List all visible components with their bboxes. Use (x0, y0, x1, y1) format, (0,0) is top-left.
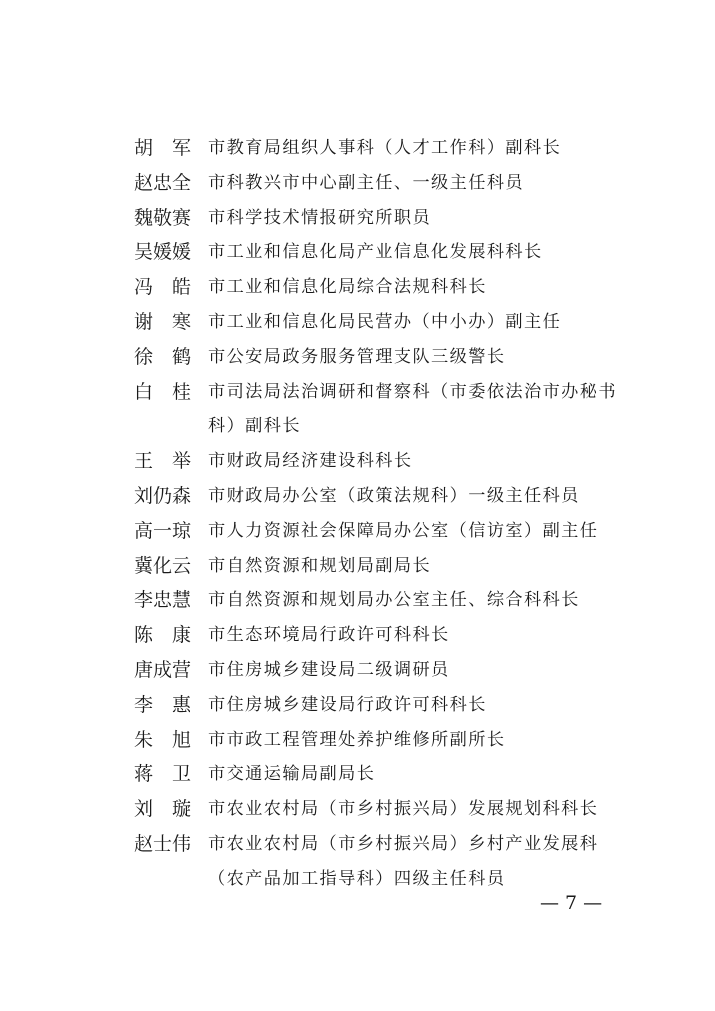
person-name: 王 举 (134, 450, 192, 473)
position-title (208, 583, 634, 618)
person-name: 李 惠 (134, 693, 192, 716)
position-title-line: 市生态环境局行政许可科科长 (208, 625, 450, 646)
position-title (208, 688, 634, 723)
position-title-line: 市自然资源和规划局办公室主任、综合科科长 (208, 590, 580, 611)
person-name: 蒋 卫 (134, 763, 192, 786)
position-title (208, 270, 634, 305)
position-title-line: 市科学技术情报研究所职员 (208, 207, 432, 228)
position-title-line: 市工业和信息化局综合法规科科长 (208, 277, 487, 298)
list-item (134, 583, 634, 618)
position-title (208, 131, 634, 166)
person-name: 谢 寒 (134, 310, 192, 333)
position-title-line: 市科教兴市中心副主任、一级主任科员 (208, 172, 524, 193)
position-title (208, 235, 634, 270)
list-item (134, 479, 634, 514)
position-title-line: 市市政工程管理处养护维修所副所长 (208, 729, 506, 750)
person-name: 赵忠全 (134, 171, 192, 194)
position-title-line: 市财政局办公室（政策法规科）一级主任科员 (208, 485, 580, 506)
list-item (134, 827, 634, 897)
position-title-line: 市公安局政务服务管理支队三级警长 (208, 346, 506, 367)
person-name: 刘仍森 (134, 484, 192, 507)
person-name: 徐 鹤 (134, 345, 192, 368)
list-item (134, 270, 634, 305)
person-name: 朱 旭 (134, 728, 192, 751)
position-title (208, 375, 634, 445)
position-title (208, 792, 634, 827)
person-name: 冀化云 (134, 554, 192, 577)
position-title-line: 市农业农村局（市乡村振兴局）发展规划科科长 (208, 799, 599, 820)
position-title-line: 市财政局经济建设科科长 (208, 451, 413, 472)
person-name: 赵士伟 (134, 832, 192, 855)
position-title-line: 市自然资源和规划局副局长 (208, 555, 432, 576)
person-name: 胡 军 (134, 137, 192, 159)
position-title (208, 444, 634, 479)
list-item (134, 201, 634, 236)
list-item (134, 618, 634, 653)
list-item (134, 549, 634, 584)
position-title (208, 618, 634, 653)
position-title-line: 市交通运输局副局长 (208, 764, 376, 785)
position-title (208, 653, 634, 688)
position-title-line: 市农业农村局（市乡村振兴局）乡村产业发展科 (208, 833, 599, 854)
person-name: 吴媛媛 (134, 241, 192, 264)
person-name: 冯 皓 (134, 276, 192, 299)
position-title (208, 340, 634, 375)
person-name: 刘 璇 (134, 798, 192, 821)
position-title (208, 827, 634, 897)
page-number: — 7 — (540, 892, 603, 914)
position-title (208, 305, 634, 340)
list-item (134, 653, 634, 688)
position-title (208, 757, 634, 792)
list-item (134, 688, 634, 723)
person-name: 陈 康 (134, 624, 192, 647)
list-item (134, 792, 634, 827)
position-title-line: 市教育局组织人事科（人才工作科）副科长 (208, 138, 562, 158)
position-title-line: 市司法局法治调研和督察科（市委依法治市办秘书 (208, 381, 617, 402)
person-name: 白 桂 (134, 380, 192, 403)
position-title-line: （农产品加工指导科）四级主任科员 (208, 868, 506, 889)
position-title (208, 201, 634, 236)
position-title-line: 市工业和信息化局产业信息化发展科科长 (208, 242, 543, 263)
person-name: 高一琼 (134, 519, 192, 542)
person-name: 唐成营 (134, 658, 192, 681)
position-title (208, 166, 634, 201)
position-title-line: 市工业和信息化局民营办（中小办）副主任 (208, 311, 562, 332)
position-title (208, 514, 634, 549)
position-title-line: 市住房城乡建设局二级调研员 (208, 659, 450, 680)
position-title (208, 549, 634, 584)
position-title-line: 市住房城乡建设局行政许可科科长 (208, 694, 487, 715)
position-title-line: 科）副科长 (208, 416, 301, 437)
person-name: 李忠慧 (134, 589, 192, 612)
list-item (134, 757, 634, 792)
position-title (208, 479, 634, 514)
list-item (134, 514, 634, 549)
personnel-list (134, 131, 634, 897)
list-item (134, 131, 634, 166)
position-title-line: 市人力资源社会保障局办公室（信访室）副主任 (208, 520, 599, 541)
person-name: 魏敬赛 (134, 206, 192, 229)
list-item (134, 166, 634, 201)
list-item (134, 235, 634, 270)
list-item (134, 340, 634, 375)
list-item (134, 305, 634, 340)
list-item (134, 375, 634, 445)
list-item (134, 723, 634, 758)
list-item (134, 444, 634, 479)
position-title (208, 723, 634, 758)
